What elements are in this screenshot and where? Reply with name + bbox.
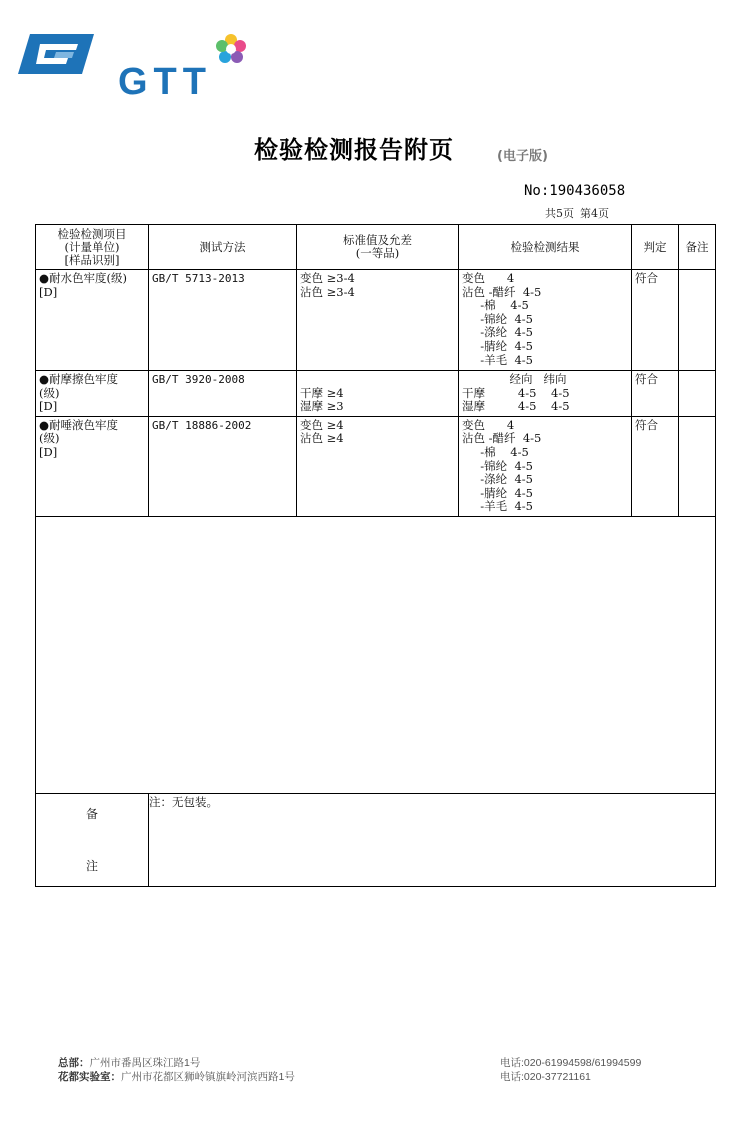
cell-standard — [297, 371, 459, 417]
col-header-item-line: 检验检测项目 — [57, 226, 127, 241]
gtt-logo-mark-icon — [16, 30, 96, 78]
remark-label-char: 备 — [85, 806, 98, 821]
footer-phones — [500, 1056, 641, 1084]
table-row — [36, 416, 716, 516]
cell-judgement-text: 符合 — [635, 271, 658, 285]
col-header-item — [36, 225, 149, 270]
cell-method-text: GB/T 18886-2002 — [152, 418, 252, 432]
remark-row — [36, 793, 716, 886]
cell-item — [36, 416, 149, 516]
hq-label: 总部： — [58, 1057, 90, 1069]
cell-result-text: 变色 4 沾色 -醋纤 4-5 -棉 4-5 -锦纶 4-5 -涤纶 4-5 -腈纶 4-5 -羊毛 4-5 — [462, 417, 542, 514]
remark-text: 注：无包装。 — [149, 793, 716, 886]
col-header-standard-line: (一等品) — [355, 246, 400, 260]
cell-method — [149, 416, 297, 516]
remark-label-spacer — [36, 824, 148, 856]
cell-item — [36, 270, 149, 371]
cell-standard-text: 变色 ≥3-4 沾色 ≥3-4 — [300, 271, 355, 299]
cell-result — [459, 270, 632, 371]
cell-remark-text — [679, 371, 715, 375]
col-header-standard-line: 标准值及允差 — [343, 233, 412, 247]
cell-standard — [297, 270, 459, 371]
cell-item — [36, 371, 149, 417]
page-total: 共5页 — [545, 207, 574, 220]
cell-remark-text — [679, 270, 715, 274]
cell-method — [149, 270, 297, 371]
hq-address: 广州市番禺区珠江路1号 — [89, 1057, 201, 1069]
page-count — [545, 205, 609, 221]
col-header-item-line: [样品识别] — [64, 252, 120, 267]
lab-label: 花都实验室： — [58, 1071, 121, 1083]
blank-cell — [36, 516, 716, 793]
cell-judgement — [632, 371, 679, 417]
cell-item-text: ●耐唾液色牢度 (级) [D] — [39, 417, 119, 459]
remark-label — [36, 793, 149, 886]
phone-hq: 电话:020-61994598/61994599 — [500, 1057, 642, 1069]
edition-label: (电子版) — [497, 149, 548, 164]
report-number: No:190436058 — [524, 183, 626, 199]
cell-remark — [679, 270, 716, 371]
cell-result — [459, 371, 632, 417]
table-row — [36, 270, 716, 371]
cell-result-text: 变色 4 沾色 -醋纤 4-5 -棉 4-5 -锦纶 4-5 -涤纶 4-5 -腈纶 4-5 -羊毛 4-5 — [462, 271, 542, 367]
cell-standard-text: 干摩 ≥4 湿摩 ≥3 — [300, 385, 344, 414]
cell-remark-text — [679, 417, 715, 421]
table-row — [36, 371, 716, 417]
cell-judgement — [632, 270, 679, 371]
cell-method-text: GB/T 5713-2013 — [152, 272, 245, 285]
flower-icon — [214, 32, 248, 66]
col-header-standard — [297, 225, 459, 270]
cell-standard-text: 变色 ≥4 沾色 ≥4 — [300, 417, 344, 446]
remark-label-char: 注 — [85, 858, 98, 873]
cell-item-text: ●耐水色牢度(级) [D] — [39, 271, 128, 299]
results-table — [35, 224, 716, 887]
footer-addresses — [58, 1056, 295, 1084]
col-header-remark: 备注 — [679, 225, 716, 270]
cell-remark — [679, 416, 716, 516]
cell-judgement-text: 符合 — [635, 372, 658, 386]
cell-method-text: GB/T 3920-2008 — [152, 373, 245, 386]
col-header-method: 测试方法 — [149, 225, 297, 270]
col-header-judgement: 判定 — [632, 225, 679, 270]
report-title: 检验检测报告附页 — [254, 136, 454, 164]
table-blank-area — [36, 516, 716, 793]
cell-remark — [679, 371, 716, 417]
cell-item-text: ●耐摩擦色牢度 (级) [D] — [39, 372, 119, 414]
col-header-item-line: (计量单位) — [64, 239, 120, 254]
logo-text: GTT — [118, 61, 212, 103]
gtt-logo — [16, 30, 248, 103]
cell-standard — [297, 416, 459, 516]
page-current: 第4页 — [580, 207, 609, 220]
table-header-row — [36, 225, 716, 270]
cell-judgement-text: 符合 — [635, 417, 658, 432]
cell-method — [149, 371, 297, 417]
phone-lab: 电话:020-37721161 — [500, 1071, 591, 1083]
cell-result — [459, 416, 632, 516]
col-header-result: 检验检测结果 — [459, 225, 632, 270]
cell-judgement — [632, 416, 679, 516]
lab-address: 广州市花都区狮岭镇旗岭河滨西路1号 — [121, 1071, 295, 1083]
cell-result-text: 经向 纬向 干摩 4-5 4-5 湿摩 4-5 4-5 — [462, 372, 570, 414]
